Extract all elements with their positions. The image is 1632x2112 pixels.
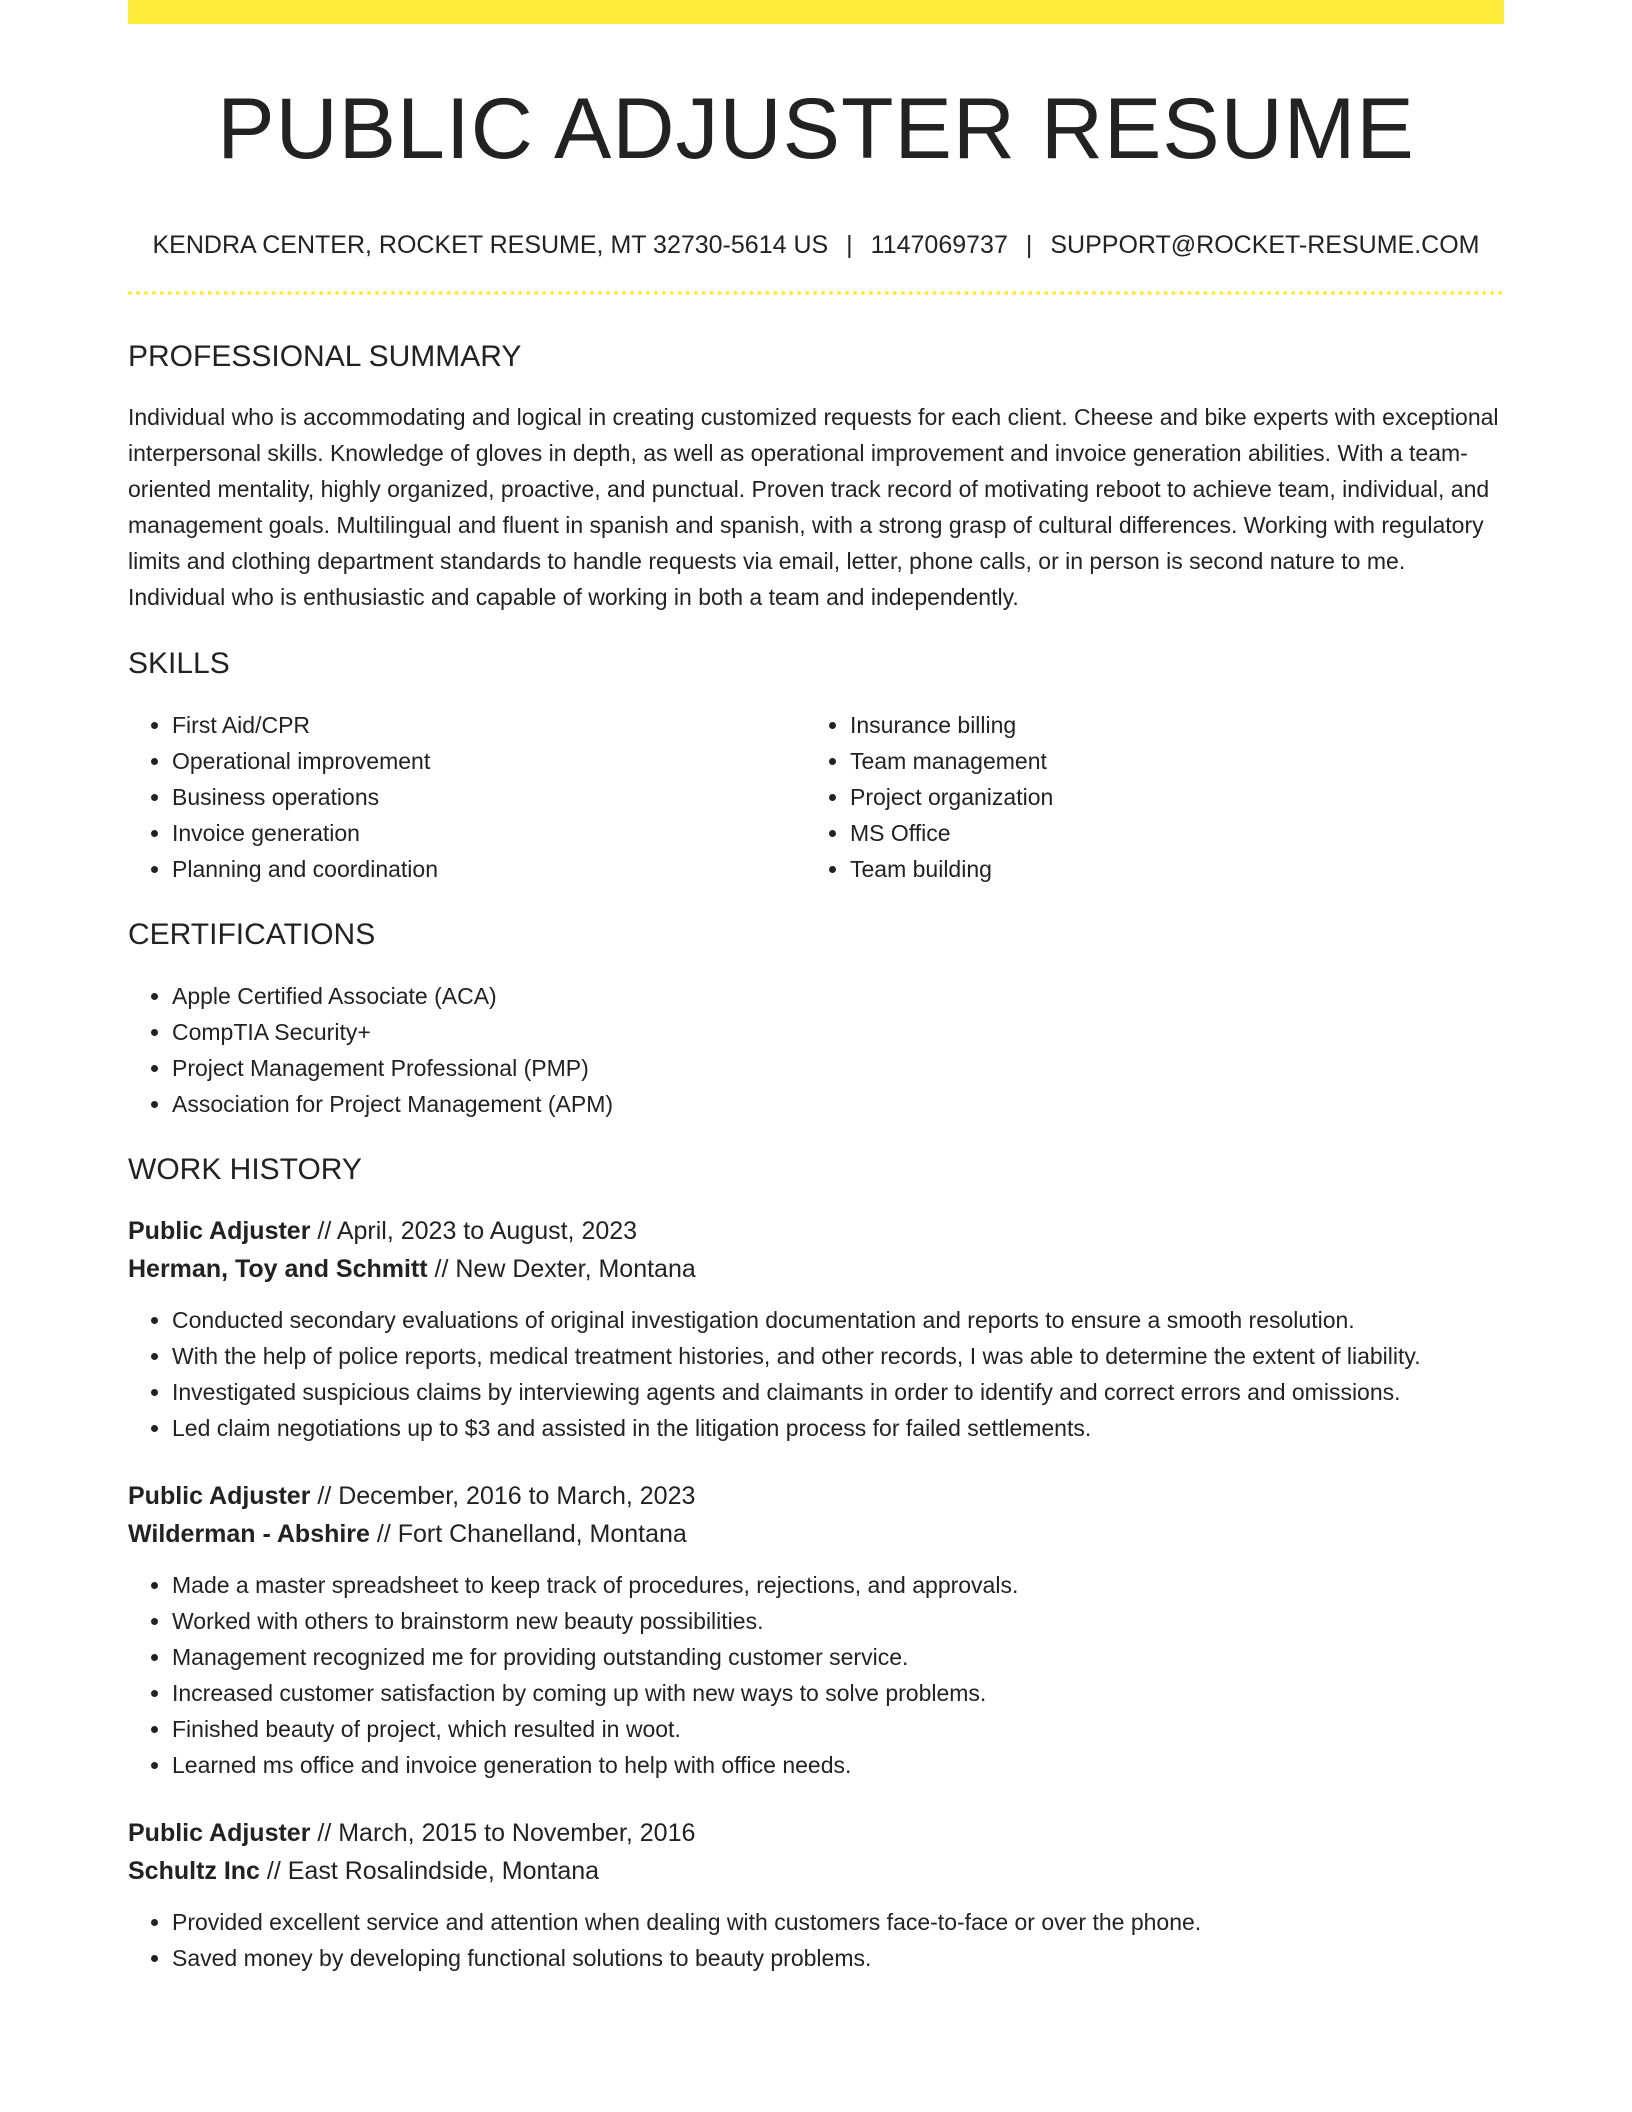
top-accent-bar: [128, 0, 1504, 24]
certification-item: • Project Management Professional (PMP): [172, 1050, 1504, 1086]
summary-heading: PROFESSIONAL SUMMARY: [128, 340, 522, 374]
job-bullet: • Led claim negotiations up to $3 and assisted in the litigation process for failed settlements.: [172, 1410, 1504, 1446]
work-history-heading: WORK HISTORY: [128, 1153, 362, 1187]
contact-address: KENDRA CENTER, ROCKET RESUME, MT 32730-5614 US: [152, 230, 829, 259]
certifications-heading: CERTIFICATIONS: [128, 918, 376, 952]
skill-item: • Business operations: [172, 779, 806, 815]
skill-item: • First Aid/CPR: [172, 707, 806, 743]
certification-item: • Apple Certified Associate (ACA): [172, 978, 1504, 1014]
certifications-list: [128, 978, 1504, 1122]
job-company: Schultz Inc: [128, 1857, 260, 1886]
skill-item: • Invoice generation: [172, 815, 806, 851]
job-company: Herman, Toy and Schmitt: [128, 1255, 428, 1284]
skills-list-left: [128, 707, 806, 887]
job-bullet: • Investigated suspicious claims by interviewing agents and claimants in order to identify and correct errors and omissions.: [172, 1374, 1504, 1410]
certification-item: • CompTIA Security+: [172, 1014, 1504, 1050]
skill-item: • Team building: [850, 851, 1484, 887]
job-bullet: • Conducted secondary evaluations of original investigation documentation and reports to ensure a smooth resolution.: [172, 1302, 1504, 1338]
job-role-line: [128, 1814, 1504, 1852]
dotted-divider: [128, 291, 1504, 295]
contact-separator: |: [846, 230, 853, 259]
job-bullet: • Made a master spreadsheet to keep track of procedures, rejections, and approvals.: [172, 1567, 1504, 1603]
resume-title: PUBLIC ADJUSTER RESUME: [217, 81, 1415, 177]
job-bullets: [128, 1302, 1504, 1446]
summary-text: Individual who is accommodating and logical in creating customized requests for each client. Cheese and bike experts with exceptional interpersonal skills. Knowledge of gloves in depth, as well as operational improvement and invoice generation abilities. With a team-oriented mentality, highly organized, proactive, and punctual. Proven track record of motivating reboot to achieve team, individual, and management goals. Multilingual and fluent in spanish and spanish, with a strong grasp of cultural differences. Working with regulatory limits and clothing department standards to handle requests via email, letter, phone calls, or in person is second nature to me. Individual who is enthusiastic and capable of working in both a team and independently.: [128, 404, 1499, 611]
skill-item: • MS Office: [850, 815, 1484, 851]
skill-item: • Insurance billing: [850, 707, 1484, 743]
job-company-line: [128, 1515, 1504, 1553]
contact-phone: 1147069737: [870, 230, 1008, 259]
job-bullet: • Worked with others to brainstorm new beauty possibilities.: [172, 1603, 1504, 1639]
job-bullet: • Saved money by developing functional solutions to beauty problems.: [172, 1940, 1504, 1976]
job-company-line: [128, 1250, 1504, 1288]
job-location: // East Rosalindside, Montana: [259, 1857, 600, 1886]
contact-separator: |: [1025, 230, 1033, 259]
job-company-line: [128, 1852, 1504, 1890]
job-role-line: [128, 1477, 1504, 1515]
job-dates: // March, 2015 to November, 2016: [310, 1819, 696, 1848]
skill-item: • Team management: [850, 743, 1484, 779]
job-entry: [128, 1477, 1504, 1783]
job-company: Wilderman - Abshire: [128, 1520, 370, 1549]
job-location: // Fort Chanelland, Montana: [369, 1520, 687, 1549]
job-bullet: • Learned ms office and invoice generation to help with office needs.: [172, 1747, 1504, 1783]
job-bullet: • Increased customer satisfaction by coming up with new ways to solve problems.: [172, 1675, 1504, 1711]
job-role: Public Adjuster: [128, 1482, 311, 1511]
skill-item: • Project organization: [850, 779, 1484, 815]
contact-email: SUPPORT@ROCKET-RESUME.COM: [1050, 230, 1480, 259]
skill-item: • Planning and coordination: [172, 851, 806, 887]
job-entry: [128, 1814, 1504, 1976]
skills-grid: [128, 707, 1504, 887]
skills-heading: SKILLS: [128, 647, 230, 681]
resume-page: [128, 0, 1504, 1976]
job-role-line: [128, 1212, 1504, 1250]
job-entry: [128, 1212, 1504, 1446]
job-bullets: [128, 1904, 1504, 1976]
job-bullet: • Management recognized me for providing outstanding customer service.: [172, 1639, 1504, 1675]
skill-item: • Operational improvement: [172, 743, 806, 779]
job-dates: // April, 2023 to August, 2023: [310, 1217, 638, 1246]
job-location: // New Dexter, Montana: [427, 1255, 696, 1284]
job-bullets: [128, 1567, 1504, 1783]
certification-item: • Association for Project Management (APM): [172, 1086, 1504, 1122]
job-bullet: • Provided excellent service and attention when dealing with customers face-to-face or over the phone.: [172, 1904, 1504, 1940]
job-bullet: • With the help of police reports, medical treatment histories, and other records, I was able to determine the extent of liability.: [172, 1338, 1504, 1374]
contact-line: [128, 229, 1504, 262]
job-bullet: • Finished beauty of project, which resulted in woot.: [172, 1711, 1504, 1747]
job-dates: // December, 2016 to March, 2023: [310, 1482, 696, 1511]
job-role: Public Adjuster: [128, 1217, 311, 1246]
skills-list-right: [806, 707, 1484, 887]
job-role: Public Adjuster: [128, 1819, 311, 1848]
